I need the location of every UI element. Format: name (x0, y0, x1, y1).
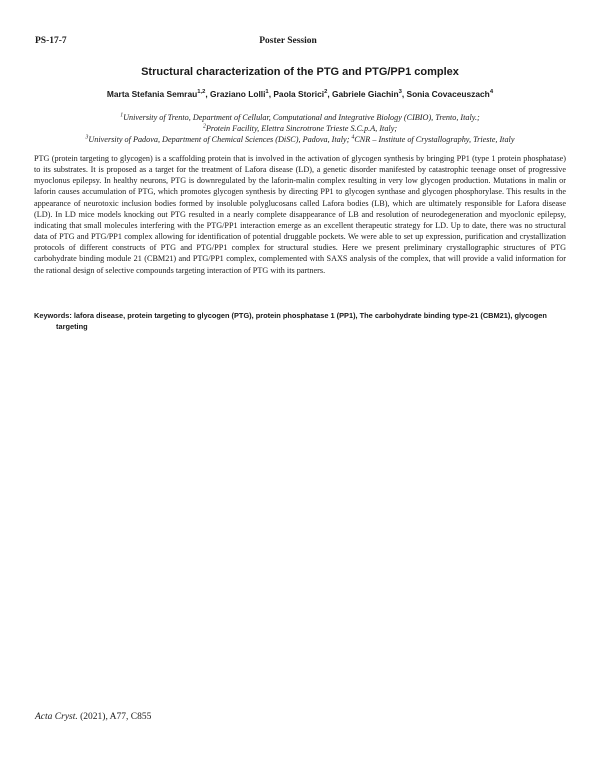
author: Graziano Lolli$^1$, (210, 89, 274, 99)
paper-title: Structural characterization of the PTG and PTG/PP1 complex (141, 66, 459, 78)
citation-details: (2021), A77, C855 (77, 712, 152, 722)
author-list (30, 89, 570, 99)
affiliation-1: $^1$University of Trento, Department of Cellular, Computational and Integrative Biology (CIBIO), Trento, Italy.; (120, 112, 480, 122)
affiliations (30, 112, 570, 146)
author: Marta Stefania Semrau$^{1,2}$, (106, 89, 211, 99)
author: Paola Storici$^2$, (273, 89, 332, 99)
session-label: Poster Session (259, 36, 317, 46)
citation-footer (35, 712, 151, 722)
poster-code: PS-17-7 (35, 36, 67, 46)
keywords: Keywords: lafora disease, protein targeting to glycogen (PTG), protein phosphatase 1 (PP1), The carbohydrate binding type-21 (CBM21), glycogen targeting (34, 311, 547, 331)
journal-name: Acta Cryst. (35, 712, 78, 722)
affiliation-3-4: $^3$University of Padova, Department of Chemical Sciences (DiSC), Padova, Italy; $^4$CNR – Institute of Crystallography, Trieste, Italy (85, 134, 515, 145)
abstract-text: PTG (protein targeting to glycogen) is a scaffolding protein that is involved in the activation of glycogen synthesis by bringing PP1 (type 1 protein phosphatase) to its substrates. It is proposed as a target for the treatment of Lafora disease (LD), a genetic disorder manifested by catastrophic teenage onset of progressive myoclonus epilepsy. In healthy neurons, PTG is downregulated by the laforin-malin complex resulting in very low glycogen production. Mutations in malin or laforin causes accumulation of PTG, which promotes glycogen synthesis by directing PP1 to glycogen synthase and glycogen phosphorylase. This results in the appearance of neurotoxic inclusion bodies formed by insoluble polyglucosans called Lafora bodies (LB), which are ultimately responsible for Lafora disease (LD). In LD mice models knocking out PTG resulted in a nearly complete disappearance of LB and resolution of neurodegeneration and myoclonic epilepsy, indicating that small molecules interfering with the PTG/PP1 interaction emerge as an excellent therapeutic strategy for LD. Up to date, there was no structural data of PTG and PTG/PP1 complex allowing for identification of potential druggable pockets. We were able to set up expression, purification and crystallization protocols of different constructs of PTG and PTG/PP1 complex for structural studies. Here we present preliminary crystallographic structures of PTG carbohydrate binding module 21 (CBM21) and PTG/PP1 complex, complemented with SAXS analysis of the complex, that will provide a valid information for the rational design of selective compounds targeting interaction of PTG with its partners. (34, 154, 566, 275)
author: Gabriele Giachin$^3$, (332, 89, 407, 99)
author: Sonia Covaceuszach$^4$ (406, 89, 494, 99)
affiliation-2: $^2$Protein Facility, Elettra Sincrotrone Trieste S.C.p.A, Italy; (202, 123, 398, 134)
